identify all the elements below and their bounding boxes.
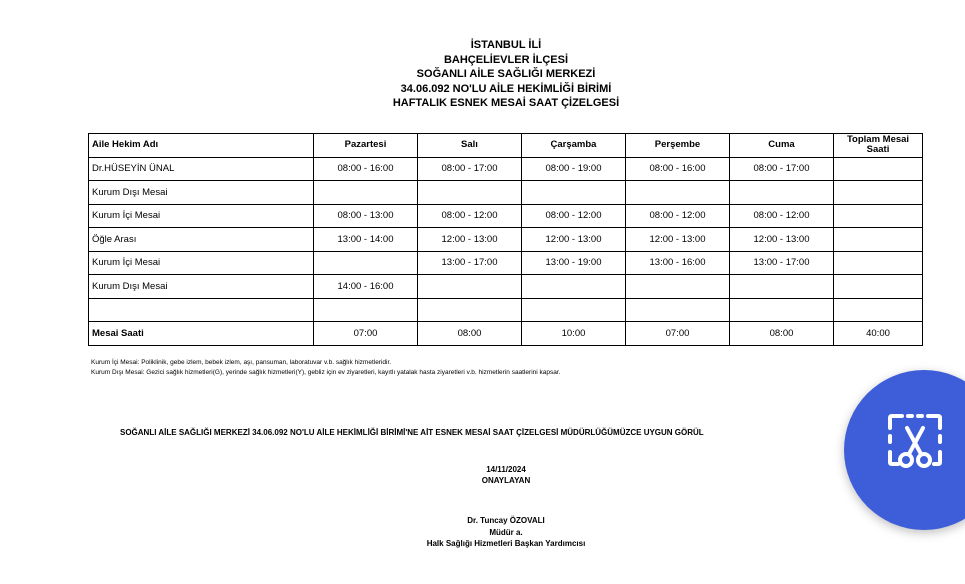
row-label: Kurum İçi Mesai: [89, 204, 314, 228]
row-label: Dr.HÜSEYİN ÜNAL: [89, 157, 314, 181]
table-cell: 08:00 - 16:00: [314, 157, 418, 181]
approver-label: ONAYLAYAN: [481, 476, 531, 485]
table-cell: 08:00 - 17:00: [418, 157, 522, 181]
approval-date-block: [0, 464, 965, 486]
table-cell: [834, 157, 923, 181]
table-row: [89, 298, 923, 322]
note-line: Kurum Dışı Mesai: Gezici sağlık hizmetleri(G), yerinde sağlık hizmetleri(Y), gebliz için ev ziyaretleri, kayıtlı yatalak hasta ziyaretleri v.b. hizmetlerin saatlerini kapsar.: [91, 369, 561, 376]
table-cell: [834, 298, 923, 322]
table-cell: [522, 275, 626, 299]
table-cell: 12:00 - 13:00: [418, 228, 522, 252]
table-row: [89, 181, 923, 205]
table-cell: [522, 298, 626, 322]
table-cell: 13:00 - 17:00: [418, 251, 522, 275]
note-line: Kurum İçi Mesai: Poliklinik, gebe izlem, bebek izlem, aşı, pansuman, laboratuvar v.b. sağlık hizmetleridir.: [91, 359, 392, 366]
signer-role: Müdür a.: [489, 527, 523, 537]
total-cell: 08:00: [730, 322, 834, 346]
table-cell: [418, 181, 522, 205]
table-row: [89, 275, 923, 299]
table-cell: 08:00 - 16:00: [626, 157, 730, 181]
table-cell: [314, 251, 418, 275]
table-cell: [626, 181, 730, 205]
table-cell: [314, 298, 418, 322]
header-line-unit: 34.06.092 NO'LU AİLE HEKİMLİĞİ BİRİMİ: [400, 82, 612, 95]
column-header: Perşembe: [626, 134, 730, 158]
screenshot-crop-button[interactable]: [844, 370, 965, 530]
total-cell: 40:00: [834, 322, 923, 346]
table-cell: 08:00 - 13:00: [314, 204, 418, 228]
table-cell: [834, 228, 923, 252]
total-cell: 07:00: [626, 322, 730, 346]
table-cell: 12:00 - 13:00: [730, 228, 834, 252]
total-cell: 07:00: [314, 322, 418, 346]
row-label: Kurum İçi Mesai: [89, 251, 314, 275]
table-cell: 08:00 - 12:00: [418, 204, 522, 228]
column-header: Cuma: [730, 134, 834, 158]
total-label: Mesai Saati: [89, 322, 314, 346]
table-cell: [730, 181, 834, 205]
notes: [91, 358, 560, 378]
row-label: Öğle Arası: [89, 228, 314, 252]
total-cell: 10:00: [522, 322, 626, 346]
table-cell: 13:00 - 16:00: [626, 251, 730, 275]
signer-title: Halk Sağlığı Hizmetleri Başkan Yardımcısı: [426, 539, 586, 548]
table-cell: [626, 275, 730, 299]
header-line-province: İSTANBUL İLİ: [470, 39, 542, 51]
table-cell: 08:00 - 17:00: [730, 157, 834, 181]
total-row: [89, 322, 923, 346]
table-row: [89, 157, 923, 181]
table-cell: 14:00 - 16:00: [314, 275, 418, 299]
column-header: Çarşamba: [522, 134, 626, 158]
column-header: Pazartesi: [314, 134, 418, 158]
signature-block: [0, 515, 965, 550]
table-cell: [522, 181, 626, 205]
table-cell: [418, 298, 522, 322]
total-cell: 08:00: [418, 322, 522, 346]
approval-date: 14/11/2024: [486, 465, 526, 474]
header-line-district: BAHÇELİEVLER İLÇESİ: [443, 53, 569, 66]
table-cell: 12:00 - 13:00: [522, 228, 626, 252]
table-row: [89, 228, 923, 252]
approval-statement: SOĞANLI AİLE SAĞLIĞI MERKEZİ 34.06.092 NO'LU AİLE HEKİMLİĞİ BİRİMİ'NE AİT ESNEK MESAİ SAAT ÇİZELGESİ MÜDÜRLÜĞÜMÜZCE UYGUN GÖRÜL: [120, 428, 704, 437]
header-line-center: SOĞANLI AİLE SAĞLIĞI MERKEZİ: [416, 68, 596, 80]
table-row: [89, 251, 923, 275]
table-cell: 13:00 - 19:00: [522, 251, 626, 275]
table-cell: [834, 275, 923, 299]
table-cell: [626, 298, 730, 322]
table-row: [89, 204, 923, 228]
row-label: [89, 298, 314, 322]
column-header: Aile Hekim Adı: [89, 134, 314, 158]
table-cell: [314, 181, 418, 205]
table-cell: [730, 275, 834, 299]
document-header: [0, 38, 965, 111]
table-cell: 13:00 - 17:00: [730, 251, 834, 275]
table-cell: [834, 204, 923, 228]
column-header: Toplam Mesai Saati: [834, 134, 923, 158]
column-header: Salı: [418, 134, 522, 158]
table-cell: [418, 275, 522, 299]
table-cell: 08:00 - 12:00: [730, 204, 834, 228]
table-cell: 13:00 - 14:00: [314, 228, 418, 252]
row-label: Kurum Dışı Mesai: [89, 181, 314, 205]
table-cell: 08:00 - 12:00: [626, 204, 730, 228]
signer-name: Dr. Tuncay ÖZOVALI: [467, 516, 545, 525]
table-cell: [834, 181, 923, 205]
header-line-title: HAFTALIK ESNEK MESAİ SAAT ÇİZELGESİ: [392, 97, 620, 109]
row-label: Kurum Dışı Mesai: [89, 275, 314, 299]
table-cell: 08:00 - 12:00: [522, 204, 626, 228]
table-cell: [834, 251, 923, 275]
table-cell: 08:00 - 19:00: [522, 157, 626, 181]
schedule-table: [88, 133, 923, 346]
screenshot-crop-icon: [886, 412, 944, 472]
table-header-row: [89, 134, 923, 158]
table-cell: [730, 298, 834, 322]
table-cell: 12:00 - 13:00: [626, 228, 730, 252]
